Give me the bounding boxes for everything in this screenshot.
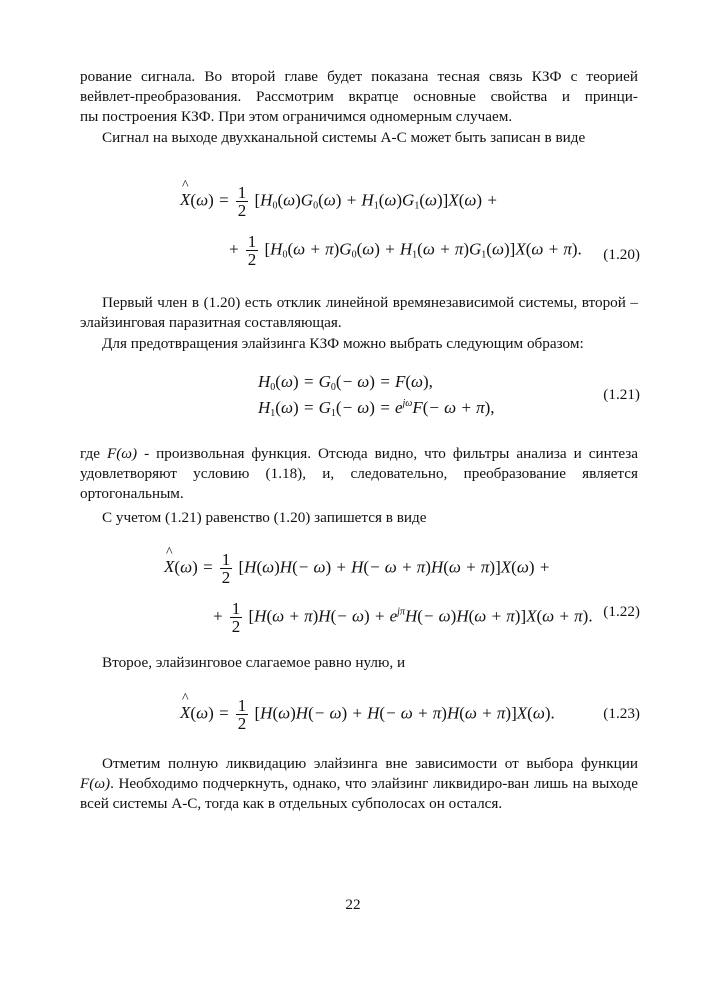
equation-1-20-line2: + $\frac{1}{2}$ $[H_0(\omega + \pi)G_0(\omega) + H_1(\omega + \pi)G_1(\omega)]X(\omega + \pi)$. [228, 232, 582, 269]
paragraph-conclusion [80, 754, 638, 814]
equation-1-21-line2: $H_1(\omega) = G_1(- \omega) = e^{j\omega}F(- \omega + \pi)$, [258, 398, 495, 419]
function-f-omega-2: F(ω) [80, 775, 111, 792]
paragraph-aliasing-zero: Второе, элайзинговое слагаемое равно нулю, и [102, 654, 406, 671]
paragraph-with-account: С учетом (1.21) равенство (1.20) запишется в виде [102, 509, 427, 526]
equation-tag-1-21: (1.21) [603, 386, 640, 403]
page-number: 22 [345, 896, 361, 913]
function-f-omega: F(ω) [106, 445, 138, 462]
equation-1-23: ^ X(ω) = $\frac{1}{2}$ [H(ω)H(− ω) + H(− ω + π)H(ω + π)]X(ω). [180, 697, 555, 732]
paragraph-conclusion-pre: Отметим полную ликвидацию элайзинга вне зависимости от выбора функции [102, 755, 638, 772]
paragraph-arbitrary-function [80, 444, 638, 504]
equation-1-22-line2: + $\frac{1}{2}$ $[H(\omega + \pi)H(- \omega) + e^{j\pi}H(- \omega)H(\omega + \pi)]X(\omega + \pi)$. [212, 599, 593, 636]
equation-tag-1-20: (1.20) [603, 246, 640, 263]
paragraph-arbitrary-function-pre: где [80, 445, 100, 462]
equation-tag-1-23: (1.23) [603, 705, 640, 722]
paragraph-intro-line1: рование сигнала. Во второй главе будет показана тесная связь КЗФ с теорией [80, 68, 638, 85]
paragraph-signal-output: Сигнал на выходе двухканальной системы А-С может быть записан в виде [102, 129, 586, 146]
paragraph-intro-line3: пы построения КЗФ. При этом ограничимся одномерным случаем. [80, 108, 513, 125]
paragraph-prevent-aliasing: Для предотвращения элайзинга КЗФ можно выбрать следующим образом: [102, 335, 584, 352]
paragraph-conclusion-post: . Необходимо подчеркнуть, однако, что элайзинг ликвидиро-ван лишь на выходе всей системы А-С, тогда как в отдельных субполосах он остался. [80, 775, 638, 812]
equation-1-21-line1: $H_0(\omega) = G_0(- \omega) = F(\omega)$, [258, 372, 433, 393]
paragraph-intro-line2: вейвлет-преобразования. Рассмотрим вкратце основные свойства и принци- [80, 88, 638, 105]
paragraph-arbitrary-function-post: - произвольная функция. Отсюда видно, что фильтры анализа и синтеза удовлетворяют условию (1.18), и, следовательно, преобразование является ортогональным. [80, 445, 639, 502]
equation-1-22-line1: ^ X(ω) = $\frac{1}{2}$ [H(ω)H(− ω) + H(− ω + π)H(ω + π)]X(ω) + [164, 551, 550, 586]
equation-tag-1-22: (1.22) [603, 603, 640, 620]
paragraph-first-term: Первый член в (1.20) есть отклик линейной времянезависимой системы, второй – элайзинговая паразитная составляющая. [80, 294, 638, 331]
equation-1-20-line1: ^ X(ω) = $\frac{1}{2}$ $[H_0(\omega)G_0(\omega) + H_1(\omega)G_1(\omega)]X(\omega)$ + [180, 184, 498, 219]
